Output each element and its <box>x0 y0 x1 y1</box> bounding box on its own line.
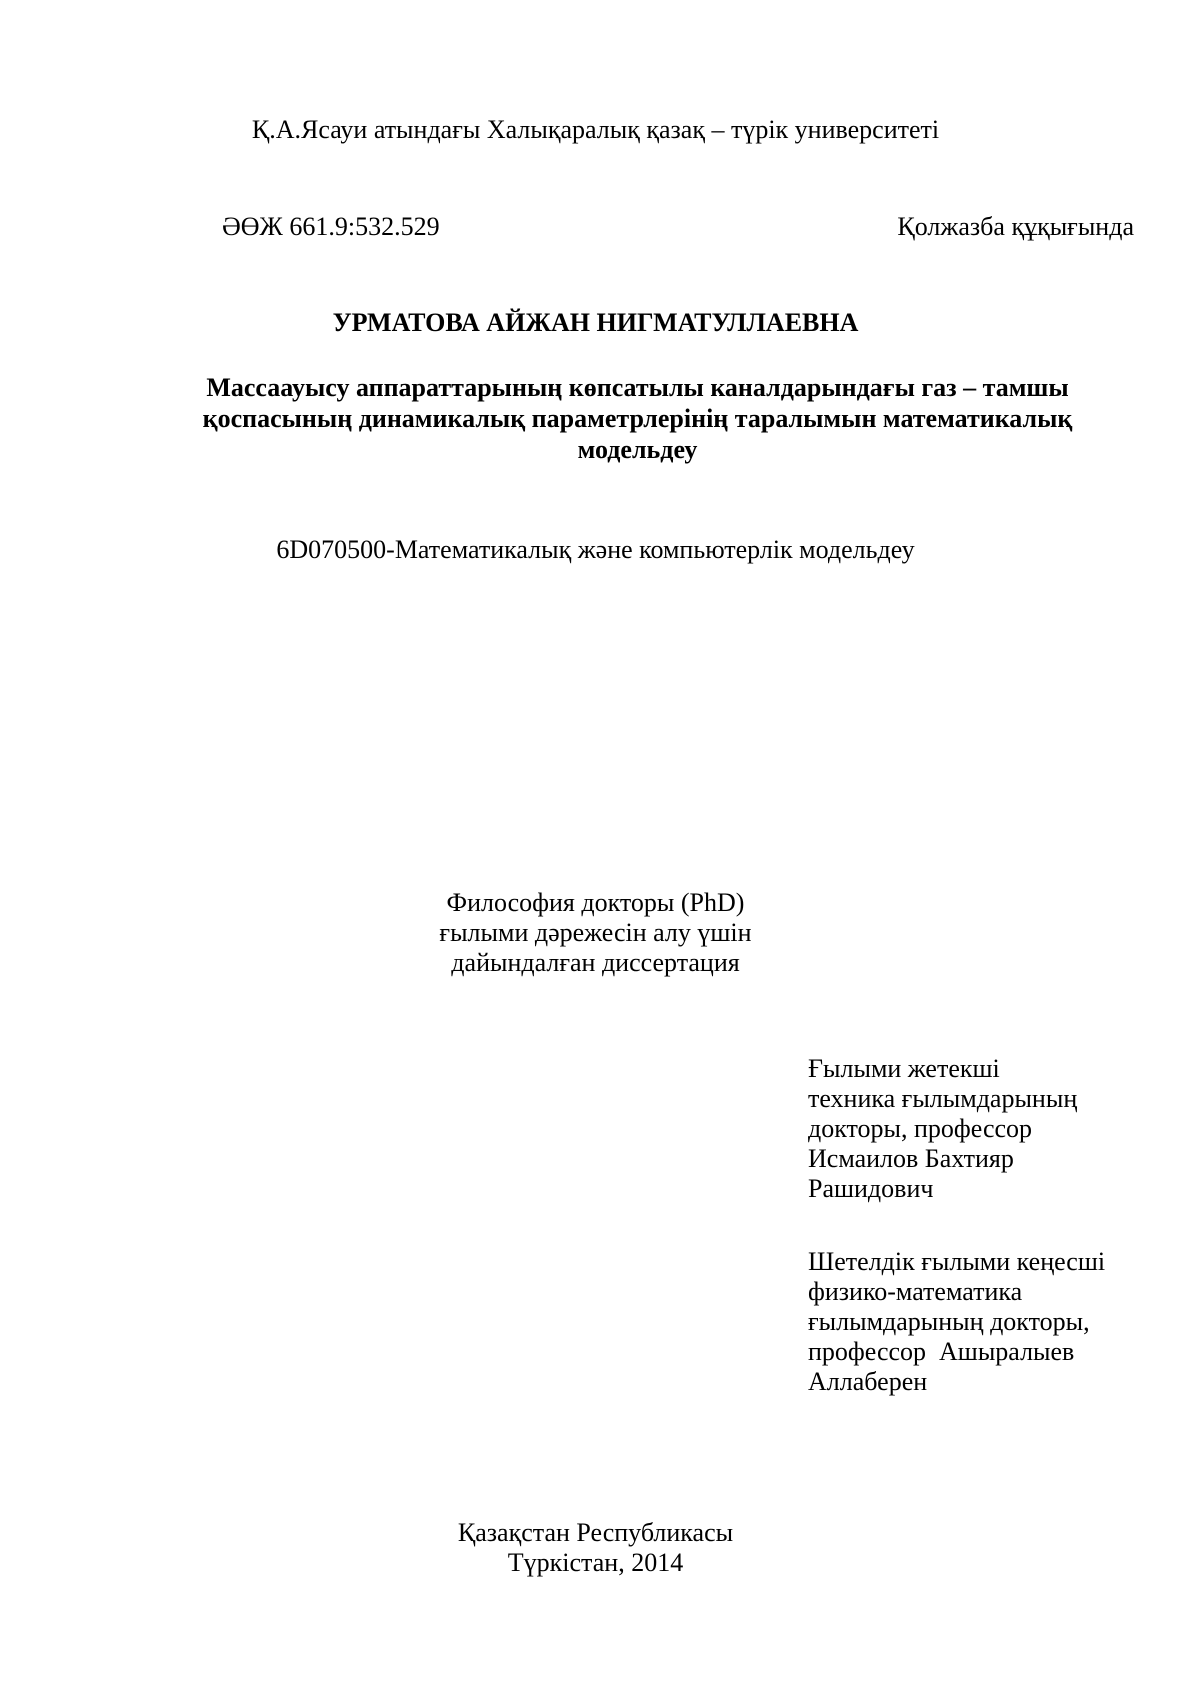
consultant-line: физико-математика <box>808 1277 1023 1306</box>
dissertation-title <box>150 372 1125 465</box>
degree-line: Философия докторы (PhD) <box>446 888 745 917</box>
degree-line: ғылыми дәрежесін алу үшін <box>439 918 752 947</box>
author-name: УРМАТОВА АЙЖАН НИГМАТУЛЛАЕВНА <box>332 308 859 337</box>
consultant-line: Шетелдік ғылыми кеңесші <box>808 1247 1106 1276</box>
title-line: модельдеу <box>577 435 698 464</box>
degree-line: дайындалған диссертация <box>451 948 740 977</box>
supervisor-line: техника ғылымдарының <box>808 1084 1078 1113</box>
scientific-supervisor <box>808 1054 1077 1204</box>
foreign-consultant <box>808 1247 1105 1397</box>
consultant-line: профессор Ашыралыев <box>808 1337 1075 1366</box>
country: Қазақстан Республикасы <box>457 1518 734 1547</box>
title-line: Массаауысу аппараттарының көпсатылы каналдарындағы газ – тамшы <box>206 373 1069 402</box>
supervisor-line: докторы, профессор <box>808 1114 1033 1143</box>
specialty <box>0 535 1191 565</box>
consultant-line: Аллаберен <box>808 1367 928 1396</box>
manuscript-rights: Қолжазба құқығында <box>897 212 1134 241</box>
consultant-line: ғылымдарының докторы, <box>808 1307 1090 1336</box>
supervisor-line: Рашидович <box>808 1174 934 1203</box>
title-line: қоспасының динамикалық параметрлерінің таралымын математикалық <box>202 404 1073 433</box>
specialty-code: 6D070500 <box>276 535 387 564</box>
supervisor-line: Ғылыми жетекші <box>808 1054 1000 1083</box>
specialty-name: -Математикалық және компьютерлік модельдеу <box>386 535 915 564</box>
udc-code: ӘӨЖ 661.9:532.529 <box>222 212 440 241</box>
degree-statement <box>0 888 1191 978</box>
city-year: Түркістан, 2014 <box>507 1548 684 1577</box>
supervisor-line: Исмаилов Бахтияр <box>808 1144 1014 1173</box>
place-and-year <box>0 1518 1191 1578</box>
university-name: Қ.А.Ясауи атындағы Халықаралық қазақ – түрік университеті <box>251 115 940 144</box>
